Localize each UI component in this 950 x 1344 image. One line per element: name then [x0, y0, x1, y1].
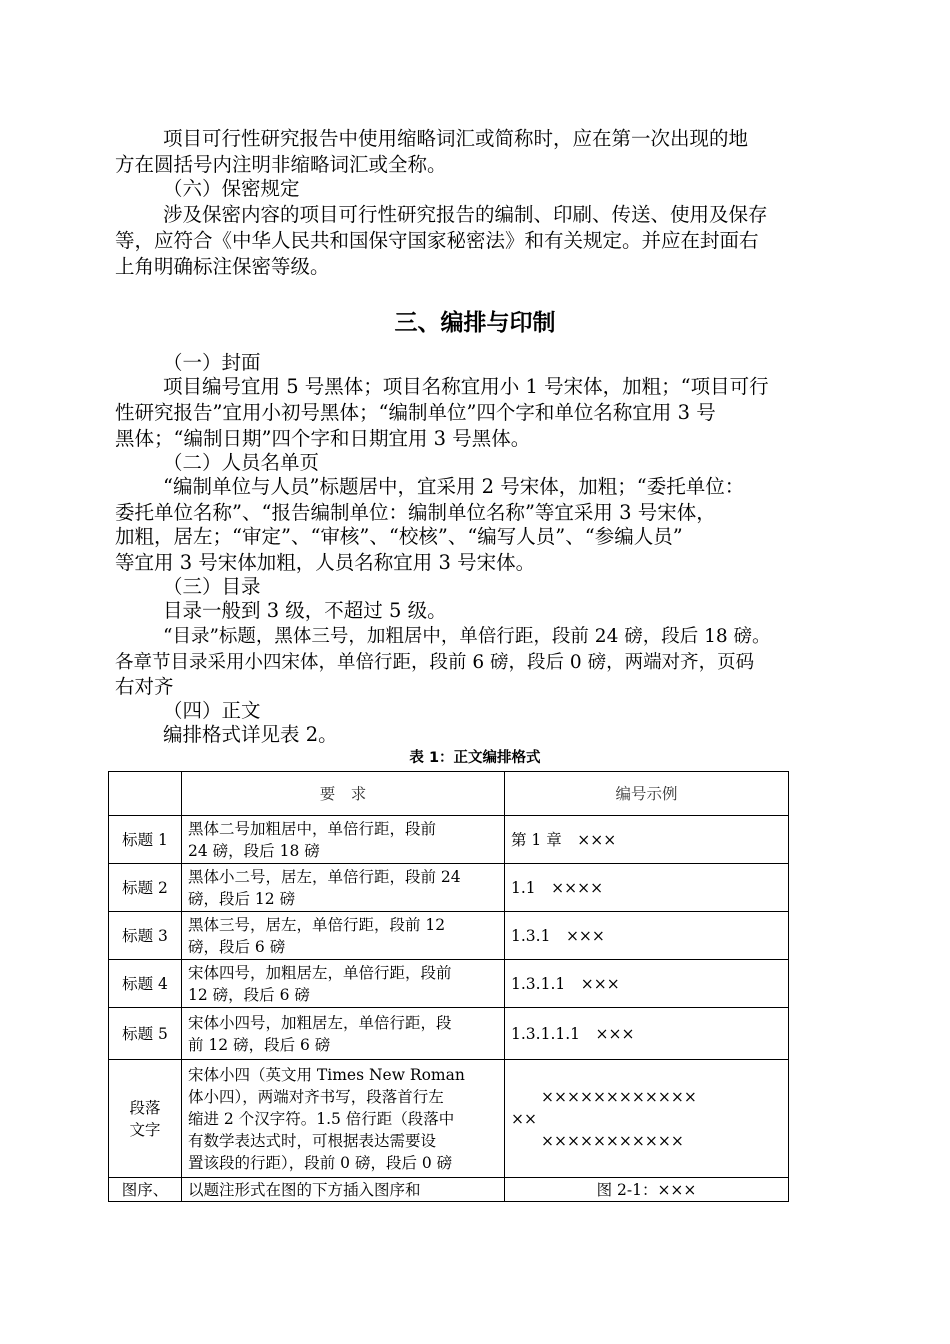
paragraph-line: 项目可行性研究报告中使用缩略词汇或简称时，应在第一次出现的地 — [163, 127, 749, 150]
paragraph-line: 项目编号宜用 5 号黑体；项目名称宜用小 1 号宋体，加粗；“项目可行 — [163, 375, 769, 398]
table-header-cell: 编号示例 — [505, 772, 789, 816]
requirement-cell — [182, 1008, 505, 1060]
requirement-line: 宋体四号，加粗居左，单倍行距，段前 — [188, 963, 452, 982]
requirement-line: 置该段的行距），段前 0 磅，段后 0 磅 — [188, 1153, 453, 1172]
example-line: ×××××××××××× — [541, 1087, 697, 1106]
requirement-line: 有数学表达式时，可根据表达需要设 — [188, 1131, 437, 1150]
requirement-line: 磅，段后 6 磅 — [188, 937, 286, 956]
requirement-cell — [182, 1060, 505, 1178]
paragraph-line: 上角明确标注保密等级。 — [115, 255, 330, 278]
example-line: ×× — [511, 1109, 537, 1128]
row-label-line: 文字 — [129, 1120, 161, 1139]
subsection-heading: （一）封面 — [163, 351, 261, 374]
table-row — [109, 1060, 789, 1178]
paragraph-line: 右对齐 — [115, 675, 174, 698]
paragraph-line: 方在圆括号内注明非缩略词汇或全称。 — [115, 153, 447, 176]
example-line: ××××××××××× — [541, 1131, 684, 1150]
row-label: 图序、 — [109, 1178, 182, 1202]
paragraph-line: 黑体；“编制日期”四个字和日期宜用 3 号黑体。 — [115, 427, 531, 450]
paragraph-line: 涉及保密内容的项目可行性研究报告的编制、印刷、传送、使用及保存 — [163, 203, 768, 226]
paragraph-line: 性研究报告”宜用小初号黑体；“编制单位”四个字和单位名称宜用 3 号 — [115, 401, 716, 424]
row-label: 标题 3 — [109, 912, 182, 960]
paragraph-line: 委托单位名称”、“报告编制单位：编制单位名称”等宜采用 3 号宋体， — [115, 501, 716, 524]
requirement-cell — [182, 816, 505, 864]
example-cell: 第 1 章 ××× — [505, 816, 789, 864]
example-cell: 1.1 ×××× — [505, 864, 789, 912]
requirement-line: 黑体二号加粗居中，单倍行距，段前 — [188, 819, 437, 838]
requirement-line: 体小四），两端对齐书写，段落首行左 — [188, 1087, 444, 1106]
requirement-line: 黑体小二号，居左，单倍行距，段前 24 — [188, 867, 461, 886]
paragraph-line: 等，应符合《中华人民共和国保守国家秘密法》和有关规定。并应在封面右 — [115, 229, 759, 252]
table-row — [109, 864, 789, 912]
requirement-cell: 以题注形式在图的下方插入图序和 — [182, 1178, 505, 1202]
requirement-cell — [182, 864, 505, 912]
row-label: 标题 1 — [109, 816, 182, 864]
subsection-heading: （二）人员名单页 — [163, 451, 320, 474]
requirement-line: 缩进 2 个汉字符。1.5 倍行距（段落中 — [188, 1109, 455, 1128]
format-table — [108, 771, 789, 1202]
requirement-line: 12 磅，段后 6 磅 — [188, 985, 310, 1004]
requirement-line: 黑体三号，居左，单倍行距，段前 12 — [188, 915, 446, 934]
example-cell — [505, 1060, 789, 1178]
example-cell: 图 2-1：××× — [505, 1178, 789, 1202]
paragraph-line: 各章节目录采用小四宋体，单倍行距，段前 6 磅，段后 0 磅，两端对齐，页码 — [115, 652, 755, 673]
paragraph-line: 编排格式详见表 2。 — [163, 723, 338, 746]
requirement-line: 宋体小四（英文用 Times New Roman — [188, 1065, 465, 1084]
row-label-line: 段落 — [129, 1098, 161, 1117]
subsection-heading: （四）正文 — [163, 699, 261, 722]
table-row — [109, 816, 789, 864]
requirement-line: 宋体小四号，加粗居左，单倍行距，段 — [188, 1013, 452, 1032]
table-row — [109, 912, 789, 960]
example-cell: 1.3.1.1.1 ××× — [505, 1008, 789, 1060]
table-header-cell — [109, 772, 182, 816]
table-row — [109, 960, 789, 1008]
subsection-heading: （三）目录 — [163, 575, 261, 598]
row-label: 标题 4 — [109, 960, 182, 1008]
subsection-heading: （六）保密规定 — [163, 177, 300, 200]
paragraph-line: “编制单位与人员”标题居中，宜采用 2 号宋体，加粗；“委托单位： — [163, 475, 745, 498]
row-label: 标题 5 — [109, 1008, 182, 1060]
paragraph-line: “目录”标题，黑体三号，加粗居中，单倍行距，段前 24 磅，段后 18 磅。 — [163, 626, 771, 647]
requirement-cell — [182, 960, 505, 1008]
requirement-cell — [182, 912, 505, 960]
paragraph-line: 目录一般到 3 级，不超过 5 级。 — [163, 599, 447, 622]
requirement-line: 前 12 磅，段后 6 磅 — [188, 1035, 331, 1054]
table-row — [109, 1178, 789, 1202]
paragraph-line: 加粗，居左；“审定”、“审核”、“校核”、“编写人员”、“参编人员” — [115, 525, 683, 548]
row-label: 标题 2 — [109, 864, 182, 912]
section-title: 三、编排与印制 — [394, 310, 556, 336]
example-cell: 1.3.1 ××× — [505, 912, 789, 960]
row-label — [109, 1060, 182, 1178]
requirement-line: 磅，段后 12 磅 — [188, 889, 296, 908]
table-row — [109, 1008, 789, 1060]
requirement-line: 24 磅，段后 18 磅 — [188, 841, 320, 860]
table-header-cell: 要 求 — [182, 772, 505, 816]
paragraph-line: 等宜用 3 号宋体加粗，人员名称宜用 3 号宋体。 — [115, 551, 536, 574]
table-header-row — [109, 772, 789, 816]
example-cell: 1.3.1.1 ××× — [505, 960, 789, 1008]
table-caption: 表 1：正文编排格式 — [409, 750, 541, 766]
